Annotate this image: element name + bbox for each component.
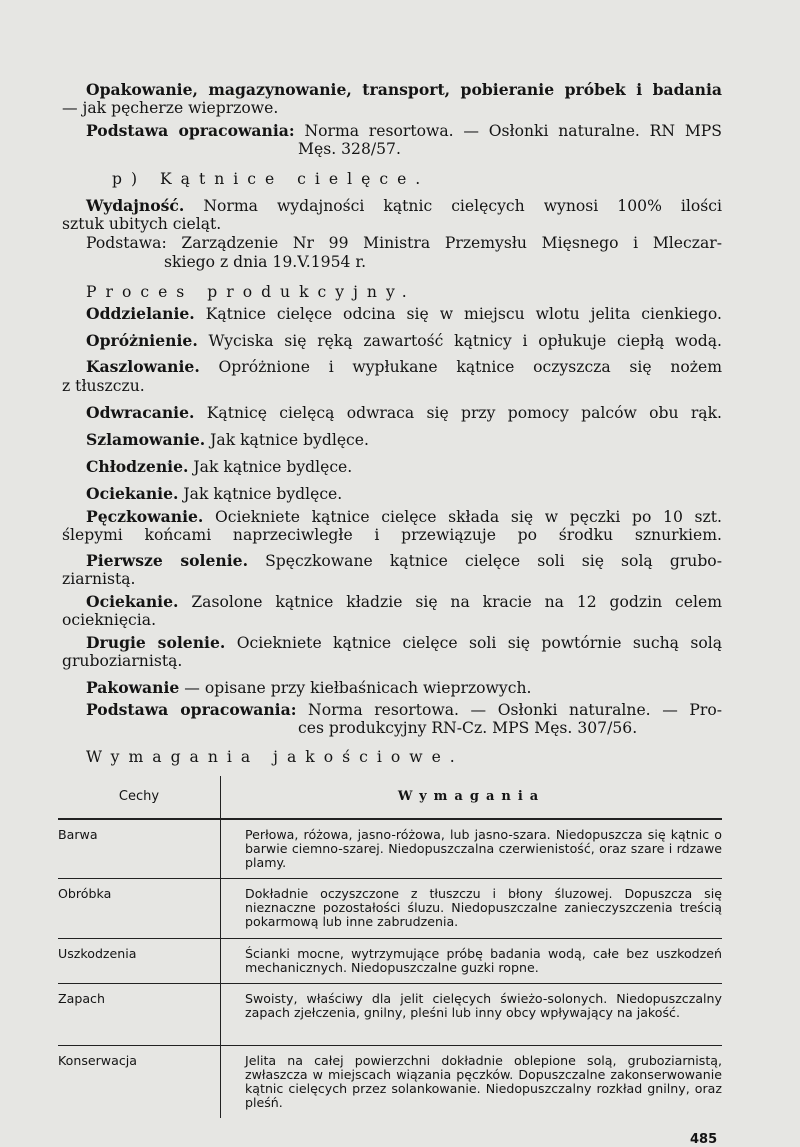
yield-paragraph	[86, 196, 722, 216]
step-oddzielanie	[86, 304, 722, 324]
requirement-cell: Ścianki mocne, wytrzymujące próbę badania wodą, całe bez uszkodzeń mechanicznych. Niedopuszczalne guzki ropne.	[221, 939, 723, 984]
table-header-row	[58, 776, 722, 819]
basis-process	[86, 700, 722, 720]
column-header-requirements: Wymagania	[221, 776, 723, 819]
step-continuation: ślepymi końcami naprzeciwległe i przewiązuje po środku sznurkiem.	[62, 526, 722, 544]
step-text: Ociekniete kątnice cielęce składa się w pęczki po 10 szt.	[215, 508, 722, 526]
feature-cell: Obróbka	[58, 879, 221, 939]
table-row	[58, 984, 722, 1046]
step-szlamowanie	[86, 430, 369, 450]
step-continuation: ocieknięcia.	[62, 611, 157, 629]
step-label: Ociekanie.	[86, 484, 179, 503]
regulation-basis-continuation: skiego z dnia 19.V.1954 r.	[164, 253, 367, 271]
step-continuation: gruboziarnistą.	[62, 652, 183, 670]
step-text: Jak kątnice bydlęce.	[183, 485, 343, 503]
basis-top	[86, 121, 722, 141]
step-label: Odwracanie.	[86, 403, 195, 422]
step-kaszlowanie	[86, 357, 722, 377]
yield-continuation: sztuk ubitych cieląt.	[62, 215, 222, 233]
step-text: Zasolone kątnice kładzie się na kracie na 12 godzin celem	[191, 593, 722, 611]
table-row	[58, 939, 722, 984]
requirement-cell: Swoisty, właściwy dla jelit cielęcych świeżo-solonych. Niedopuszczalny zapach zjełczenia, gnilny, pleśni lub inny obcy wpływający na jakość.	[221, 984, 723, 1046]
step-label: Pierwsze solenie.	[86, 551, 248, 570]
packing-paragraph	[86, 678, 606, 698]
table-row	[58, 819, 722, 879]
step-text: Jak kątnice bydlęce.	[210, 431, 369, 449]
section-p-heading: p) Kątnice cielęce.	[112, 170, 430, 188]
step-label: Kaszlowanie.	[86, 357, 200, 376]
process-heading: Proces produkcyjny.	[86, 283, 416, 301]
step-continuation: ziarnistą.	[62, 570, 136, 588]
step-label: Drugie solenie.	[86, 633, 226, 652]
step-label: Pęczkowanie.	[86, 507, 204, 526]
step-ociekanie-2	[86, 592, 722, 612]
packaging-paragraph	[86, 80, 722, 100]
step-label: Ociekanie.	[86, 592, 179, 611]
step-continuation: z tłuszczu.	[62, 377, 145, 395]
packing-label: Pakowanie	[86, 678, 180, 697]
step-ociekanie-1	[86, 484, 342, 504]
step-label: Chłodzenie.	[86, 457, 189, 476]
step-drugie-solenie	[86, 633, 722, 653]
basis-top-label: Podstawa opracowania:	[86, 121, 295, 140]
step-text: Jak kątnice bydlęce.	[193, 458, 353, 476]
step-peczkowanie	[86, 507, 722, 527]
feature-cell: Uszkodzenia	[58, 939, 221, 984]
step-text: Spęczkowane kątnice cielęce soli się solą grubo-	[265, 552, 722, 570]
step-text: Kątnicę cielęcą odwraca się przy pomocy palców obu rąk.	[206, 404, 722, 422]
requirement-cell: Jelita na całej powierzchni dokładnie oblepione solą, gruboziarnistą, zwłaszcza w miejscach wiązania pęczków. Dopuszczalne zakonserwowanie kątnic cielęcych przez solankowanie. Niedopuszczalny rozkład gnilny, oraz pleśń.	[221, 1046, 723, 1119]
step-text: Ociekniete kątnice cielęce soli się powtórnie suchą solą	[236, 634, 722, 652]
step-oproznienie	[86, 331, 722, 351]
step-label: Opróżnienie.	[86, 331, 198, 350]
packing-text: — opisane przy kiełbaśnicach wieprzowych.	[184, 679, 532, 697]
step-text: Opróżnione i wypłukane kątnice oczyszcza się nożem	[218, 358, 722, 376]
table-row	[58, 1046, 722, 1119]
requirement-cell: Perłowa, różowa, jasno-różowa, lub jasno-szara. Niedopuszcza się kątnic o barwie ciemno-szarej. Niedopuszczalna czerwienistość, oraz szare i rdzawe plamy.	[221, 819, 723, 879]
requirement-cell: Dokładnie oczyszczone z tłuszczu i błony śluzowej. Dopuszcza się nieznaczne pozostałości śluzu. Niedopuszczalne zanieczyszczenia treścią pokarmową lub inne zabrudzenia.	[221, 879, 723, 939]
feature-cell: Zapach	[58, 984, 221, 1046]
packaging-title: Opakowanie, magazynowanie, transport, pobieranie próbek i badania	[86, 80, 722, 99]
regulation-basis	[86, 234, 722, 253]
basis-process-continuation: ces produkcyjny RN-Cz. MPS Męs. 307/56.	[298, 719, 638, 737]
regulation-basis-label: Podstawa:	[86, 234, 167, 252]
yield-label: Wydajność.	[86, 196, 185, 215]
quality-heading: Wymagania jakościowe.	[86, 748, 464, 766]
column-header-features: Cechy	[58, 776, 221, 819]
step-label: Oddzielanie.	[86, 304, 195, 323]
step-text: Kątnice cielęce odcina się w miejscu wlotu jelita cienkiego.	[205, 305, 722, 323]
yield-text: Norma wydajności kątnic cielęcych wynosi 100% ilości	[203, 197, 722, 215]
basis-top-text: Norma resortowa. — Osłonki naturalne. RN MPS	[304, 122, 722, 140]
basis-process-label: Podstawa opracowania:	[86, 700, 297, 719]
basis-process-text: Norma resortowa. — Osłonki naturalne. — Pro-	[308, 701, 722, 719]
requirements-table	[58, 776, 722, 1118]
step-odwracanie	[86, 403, 722, 423]
step-text: Wyciska się ręką zawartość kątnicy i opłukuje ciepłą wodą.	[208, 332, 722, 350]
feature-cell: Barwa	[58, 819, 221, 879]
page-number: 485	[690, 1132, 718, 1147]
basis-top-continuation: Męs. 328/57.	[298, 140, 401, 158]
feature-cell: Konserwacja	[58, 1053, 137, 1068]
step-pierwsze-solenie	[86, 551, 722, 571]
step-label: Szlamowanie.	[86, 430, 206, 449]
table-row	[58, 879, 722, 939]
regulation-basis-text: Zarządzenie Nr 99 Ministra Przemysłu Mięsnego i Mleczar-	[181, 234, 722, 252]
packaging-continuation: — jak pęcherze wieprzowe.	[62, 99, 279, 117]
step-chlodzenie	[86, 457, 352, 477]
